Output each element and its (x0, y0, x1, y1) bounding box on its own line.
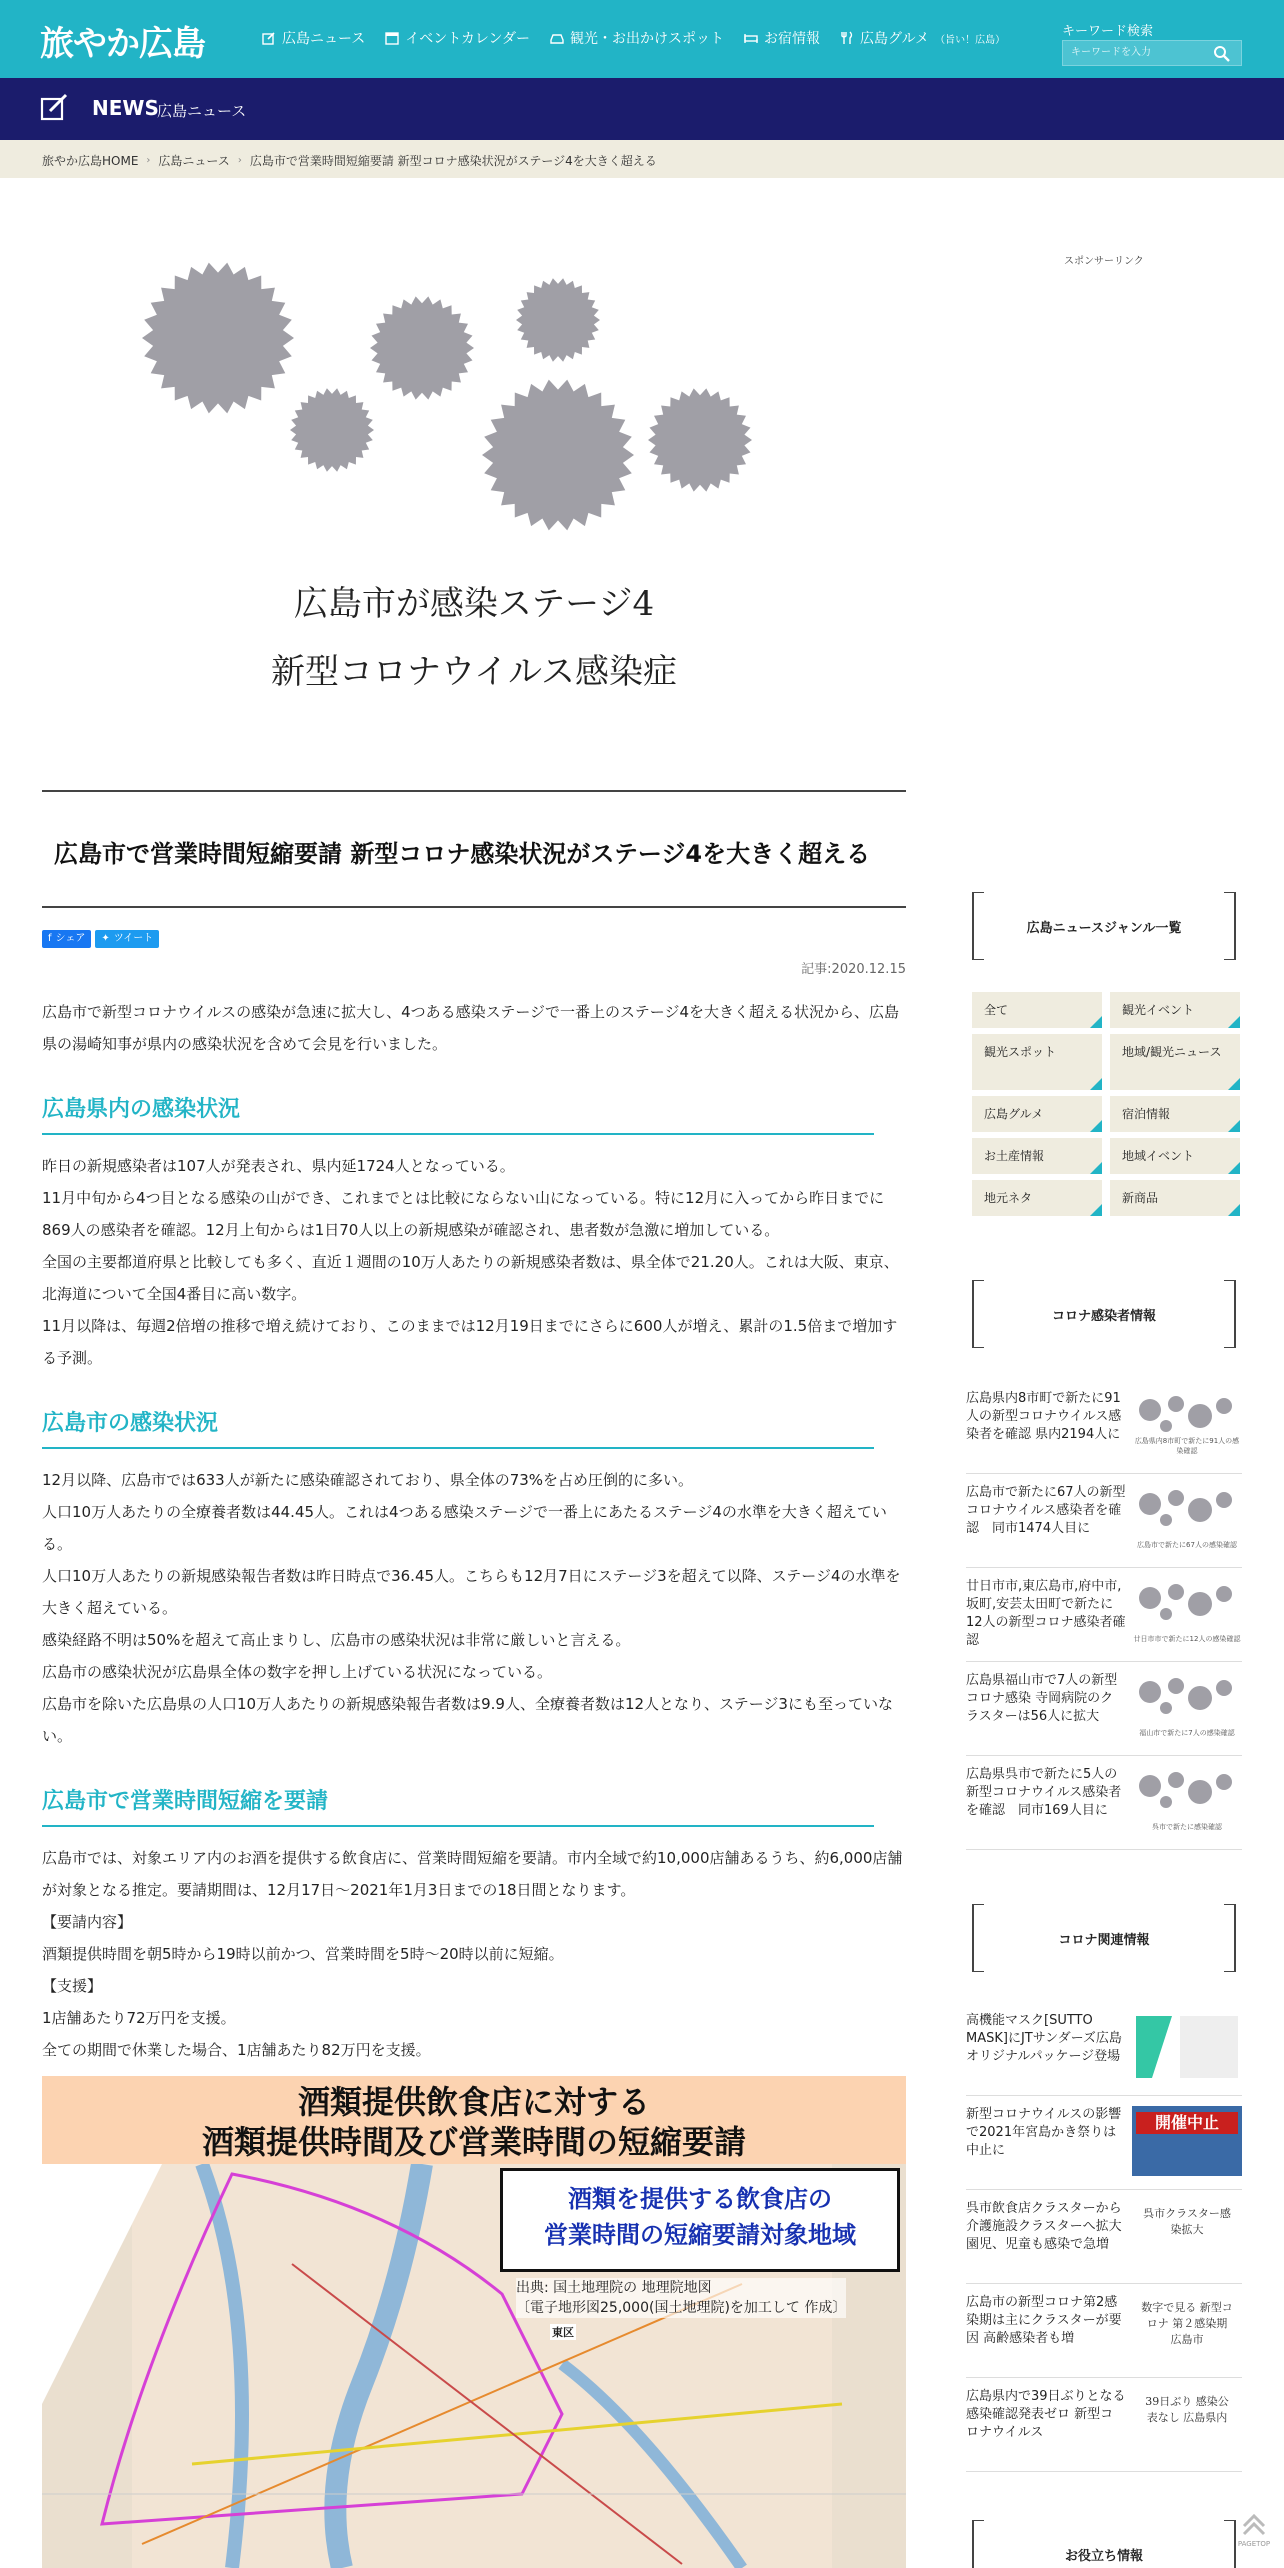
breadcrumb-separator: › (237, 155, 242, 166)
thumbnail-caption: 広島県内8市町で新たに91人の感染確認 (1134, 1437, 1240, 1455)
thumbnail-caption: 広島市で新たに67人の感染確認 (1137, 1541, 1237, 1549)
related-item-title: 新型コロナウイルスの影響で2021年宮島かき祭りは中止に (966, 2107, 1122, 2158)
genre-local-topic[interactable]: 地元ネタ (972, 1180, 1102, 1216)
corona-item[interactable] (966, 1384, 1242, 1474)
useful-info-heading (972, 2520, 1236, 2568)
genre-tourist-spot[interactable]: 観光スポット (972, 1034, 1102, 1090)
corona-item-thumbnail (1132, 1390, 1242, 1460)
related-item-title: 呉市飲食店クラスターから介護施設クラスターへ拡大 園児、児童も感染で急増 (966, 2201, 1122, 2252)
useful-info-title: お役立ち情報 (1064, 2549, 1143, 2564)
map-title-box (500, 2168, 900, 2272)
genre-souvenir[interactable]: お土産情報 (972, 1138, 1102, 1174)
genre-list-heading (972, 892, 1236, 960)
virus-icon (648, 388, 752, 491)
article-intro: 広島市で新型コロナウイルスの感染が急速に拡大し、4つある感染ステージで一番上のステージ4を大きく超える状況から、広島県の湯崎知事が県内の感染状況を含めて会見を行いました。 (42, 1003, 899, 1053)
map-source (516, 2278, 846, 2318)
related-item[interactable] (966, 2194, 1242, 2284)
corona-item-thumbnail (1132, 1578, 1242, 1648)
nav-lodging-label: お宿情報 (763, 31, 820, 47)
breadcrumb (0, 140, 1284, 178)
paragraph: 酒類提供時間を朝5時から19時以前かつ、営業時間を5時〜20時以前に短縮。 (42, 1945, 564, 1963)
section-request-body (42, 1842, 906, 2066)
article-title: 広島市で営業時間短縮要請 新型コロナ感染状況がステージ4を大きく超える (54, 840, 871, 868)
share-label: シェア (55, 933, 86, 944)
nav-event-calendar[interactable] (385, 28, 530, 48)
related-item-thumbnail (1132, 2200, 1242, 2270)
related-item-thumbnail (1132, 2012, 1242, 2082)
nav-news-label: 広島ニュース (282, 31, 366, 47)
corona-related-title: コロナ関連情報 (1058, 1933, 1150, 1948)
paragraph: 感染経路不明は50%を超えて高止まりし、広島市の感染状況は非常に厳しいと言える。 (42, 1631, 631, 1649)
article-title-box (42, 790, 906, 908)
news-subheading: 広島ニュース (157, 102, 247, 120)
hero-title-line2: 新型コロナウイルス感染症 (271, 652, 677, 692)
section-prefecture-body (42, 1150, 906, 1374)
map-source-line2: 〔電子地形図25,000(国土地理院)を加工して 作成〕 (516, 2300, 847, 2316)
twitter-tweet-button[interactable] (95, 930, 159, 948)
logo-text: 旅やか広島 (40, 23, 205, 64)
fork-knife-icon (840, 31, 854, 45)
map-source-line1: 出典: 国土地理院の 地理院地図 (516, 2280, 712, 2296)
paragraph: 全国の主要都道府県と比較しても多く、直近１週間の10万人あたりの新規感染者数は、県全体で21.20人。これは大阪、東京、北海道について全国4番目に高い数字。 (42, 1253, 899, 1303)
genre-all[interactable]: 全て (972, 992, 1102, 1028)
bed-icon (744, 31, 758, 45)
corona-item-thumbnail (1132, 1672, 1242, 1742)
car-icon (550, 31, 564, 45)
nav-spots-label: 観光・お出かけスポット (569, 31, 724, 47)
paragraph: 12月以降、広島市では633人が新たに感染確認されており、県全体の73%を占め圧倒的に多い。 (42, 1471, 694, 1489)
genre-grid (972, 992, 1240, 1216)
tweet-label: ツイート (113, 933, 154, 944)
map-district-label: 東区 (552, 2326, 574, 2339)
pen-icon (40, 93, 70, 123)
corona-related-heading (972, 1904, 1236, 1972)
news-section-bar (0, 78, 1284, 140)
corona-item-thumbnail (1132, 1766, 1242, 1836)
corona-item[interactable] (966, 1666, 1242, 1756)
related-item-title: 広島市の新型コロナ第2感染期は主にクラスターが要因 高齢感染者も増 (966, 2295, 1122, 2346)
genre-new-product[interactable]: 新商品 (1110, 1180, 1240, 1216)
article-date: 記事:2020.12.15 (801, 962, 906, 977)
main-nav (262, 28, 1005, 48)
related-item-thumbnail (1132, 2106, 1242, 2176)
corona-item-title: 広島県福山市で7人の新型コロナ感染 寺岡病院のクラスターは56人に拡大 (966, 1673, 1118, 1724)
nav-lodging[interactable] (744, 28, 820, 48)
corona-item-title: 広島県内8市町で新たに91人の新型コロナウイルス感染者を確認 県内2194人に (966, 1391, 1122, 1442)
map-title-line1: 酒類を提供する飲食店の (568, 2185, 832, 2213)
genre-lodging[interactable]: 宿泊情報 (1110, 1096, 1240, 1132)
section-heading-prefecture: 広島県内の感染状況 (42, 1092, 874, 1135)
nav-spots[interactable] (550, 28, 724, 48)
corona-info-heading (972, 1280, 1236, 1348)
corona-item-title: 広島県呉市で新たに5人の新型コロナウイルス感染者を確認 同市169人目に (966, 1767, 1122, 1818)
nav-gourmet-sub: （旨い！広島） (935, 34, 1006, 46)
paragraph: 11月以降は、毎週2倍増の推移で増え続けており、このままでは12月19日までにさらに600人が増え、累計の1.5倍まで増加する予測。 (42, 1317, 898, 1367)
virus-icon (516, 278, 600, 361)
target-area-map (42, 2164, 906, 2568)
thumbnail-caption: 39日ぶり 感染公表なし 広島県内 (1145, 2395, 1229, 2424)
corona-item[interactable] (966, 1760, 1242, 1850)
request-notice-banner (42, 2076, 906, 2164)
related-item[interactable] (966, 2382, 1242, 2472)
related-item[interactable] (966, 2288, 1242, 2378)
virus-icon (482, 380, 634, 531)
corona-info-title: コロナ感染者情報 (1051, 1309, 1156, 1324)
genre-list-title: 広島ニュースジャンル一覧 (1026, 921, 1182, 936)
pagetop-label: PAGETOP (1237, 2540, 1271, 2548)
search-input[interactable]: キーワードを入力 (1062, 40, 1242, 66)
paragraph: 昨日の新規感染者は107人が発表され、県内延1724人となっている。 (42, 1157, 515, 1175)
paragraph: 【支援】 (42, 1977, 103, 1995)
calendar-icon (385, 31, 399, 45)
paragraph: 広島市では、対象エリア内のお酒を提供する飲食店に、営業時間短縮を要請。市内全域で約10,000店舗あるうち、約6,000店舗が対象となる推定。要請期間は、12月17日〜2021年1月3日までの18日間となります。 (42, 1849, 903, 1899)
share-buttons (42, 930, 159, 948)
chevron-up-icon (1239, 2508, 1269, 2538)
breadcrumb-home[interactable]: 旅やか広島HOME (42, 154, 139, 168)
related-item[interactable] (966, 2006, 1242, 2096)
paragraph: 広島市の感染状況が広島県全体の数字を押し上げている状況になっている。 (42, 1663, 553, 1681)
thumbnail-badge: 開催中止 (1136, 2112, 1238, 2134)
thumbnail-caption: 数字で見る 新型コロナ 第２感染期 広島市 (1141, 2301, 1233, 2346)
related-item-title: 高機能マスク[SUTTO MASK]にJTサンダーズ広島オリジナルパッケージ登場 (966, 2013, 1122, 2064)
facebook-icon: f (48, 933, 52, 944)
related-item-thumbnail (1132, 2388, 1242, 2458)
virus-icon (370, 296, 474, 399)
news-heading: NEWS (92, 96, 159, 120)
paragraph: 【要請内容】 (42, 1913, 133, 1931)
related-item-thumbnail (1132, 2294, 1242, 2364)
twitter-icon: ✦ (101, 933, 110, 944)
nav-event-label: イベントカレンダー (405, 31, 530, 47)
paragraph: 広島市を除いた広島県の人口10万人あたりの新規感染報告者数は9.9人、全療養者数は12人となり、ステージ3にも至っていない。 (42, 1695, 893, 1745)
corona-item[interactable] (966, 1478, 1242, 1568)
map-title-line2: 営業時間の短縮要請対象地域 (544, 2221, 856, 2249)
corona-item-title: 広島市で新たに67人の新型コロナウイルス感染者を確認 同市1474人目に (966, 1485, 1126, 1536)
corona-item-title: 廿日市市,東広島市,府中市,坂町,安芸太田町で新たに12人の新型コロナ感染者確認 (966, 1579, 1126, 1648)
related-item[interactable] (966, 2100, 1242, 2190)
sponsor-label: スポンサーリンク (1064, 256, 1144, 267)
paragraph: 人口10万人あたりの新規感染報告者数は昨日時点で36.45人。こちらも12月7日にステージ3を超えて以降、ステージ4の水準を大きく超えている。 (42, 1567, 901, 1617)
genre-local-event[interactable]: 地域イベント (1110, 1138, 1240, 1174)
pagetop-button[interactable] (1234, 2508, 1274, 2564)
corona-item[interactable] (966, 1572, 1242, 1662)
thumbnail-caption: 廿日市市で新たに12人の感染確認 (1133, 1635, 1241, 1643)
virus-icon (142, 263, 294, 414)
related-item-title: 広島県内で39日ぶりとなる感染確認発表ゼロ 新型コロナウイルス (966, 2389, 1126, 2440)
section-heading-city: 広島市の感染状況 (42, 1406, 874, 1449)
notice-line2: 酒類提供時間及び営業時間の短縮要請 (201, 2123, 746, 2161)
site-logo[interactable] (40, 12, 205, 68)
corona-item-thumbnail (1132, 1484, 1242, 1554)
thumbnail-caption: 福山市で新たに7人の感染確認 (1139, 1729, 1235, 1737)
nav-gourmet-label: 広島グルメ (859, 31, 930, 47)
search-icon[interactable] (1212, 44, 1232, 64)
hero-title-line1: 広島市が感染ステージ4 (293, 584, 655, 624)
paragraph: 人口10万人あたりの全療養者数は44.45人。これは4つある感染ステージで一番上にあたるステージ4の水準を大きく超えている。 (42, 1503, 887, 1553)
breadcrumb-separator: › (146, 155, 151, 166)
breadcrumb-news[interactable]: 広島ニュース (158, 154, 230, 168)
search-label: キーワード検索 (1062, 24, 1154, 39)
thumbnail-caption: 呉市クラスター感染拡大 (1143, 2207, 1231, 2236)
genre-local-news[interactable]: 地域/観光ニュース (1110, 1034, 1240, 1090)
nav-gourmet[interactable] (840, 28, 1005, 48)
paragraph: 11月中旬から4つ目となる感染の山ができ、これまでとは比較にならない山になっている。特に12月に入ってから昨日までに869人の感染者を確認。12月上旬からは1日70人以上の新規感染が確認され、患者数が急激に増加している。 (42, 1189, 885, 1239)
thumbnail-caption: 呉市で新たに感染確認 (1152, 1823, 1222, 1831)
facebook-share-button[interactable] (42, 930, 91, 948)
top-header (0, 0, 1284, 78)
edit-icon (262, 31, 276, 45)
genre-gourmet[interactable]: 広島グルメ (972, 1096, 1102, 1132)
paragraph: 1店舗あたり72万円を支援。 (42, 2009, 236, 2027)
section-city-body (42, 1464, 906, 1752)
nav-news[interactable] (262, 28, 365, 48)
paragraph: 全ての期間で休業した場合、1店舗あたり82万円を支援。 (42, 2041, 431, 2059)
notice-line1: 酒類提供飲食店に対する (297, 2083, 650, 2121)
virus-icon (290, 388, 374, 471)
section-heading-request: 広島市で営業時間短縮を要請 (42, 1784, 874, 1827)
genre-tourist-event[interactable]: 観光イベント (1110, 992, 1240, 1028)
breadcrumb-current: 広島市で営業時間短縮要請 新型コロナ感染状況がステージ4を大きく超える (249, 154, 657, 168)
